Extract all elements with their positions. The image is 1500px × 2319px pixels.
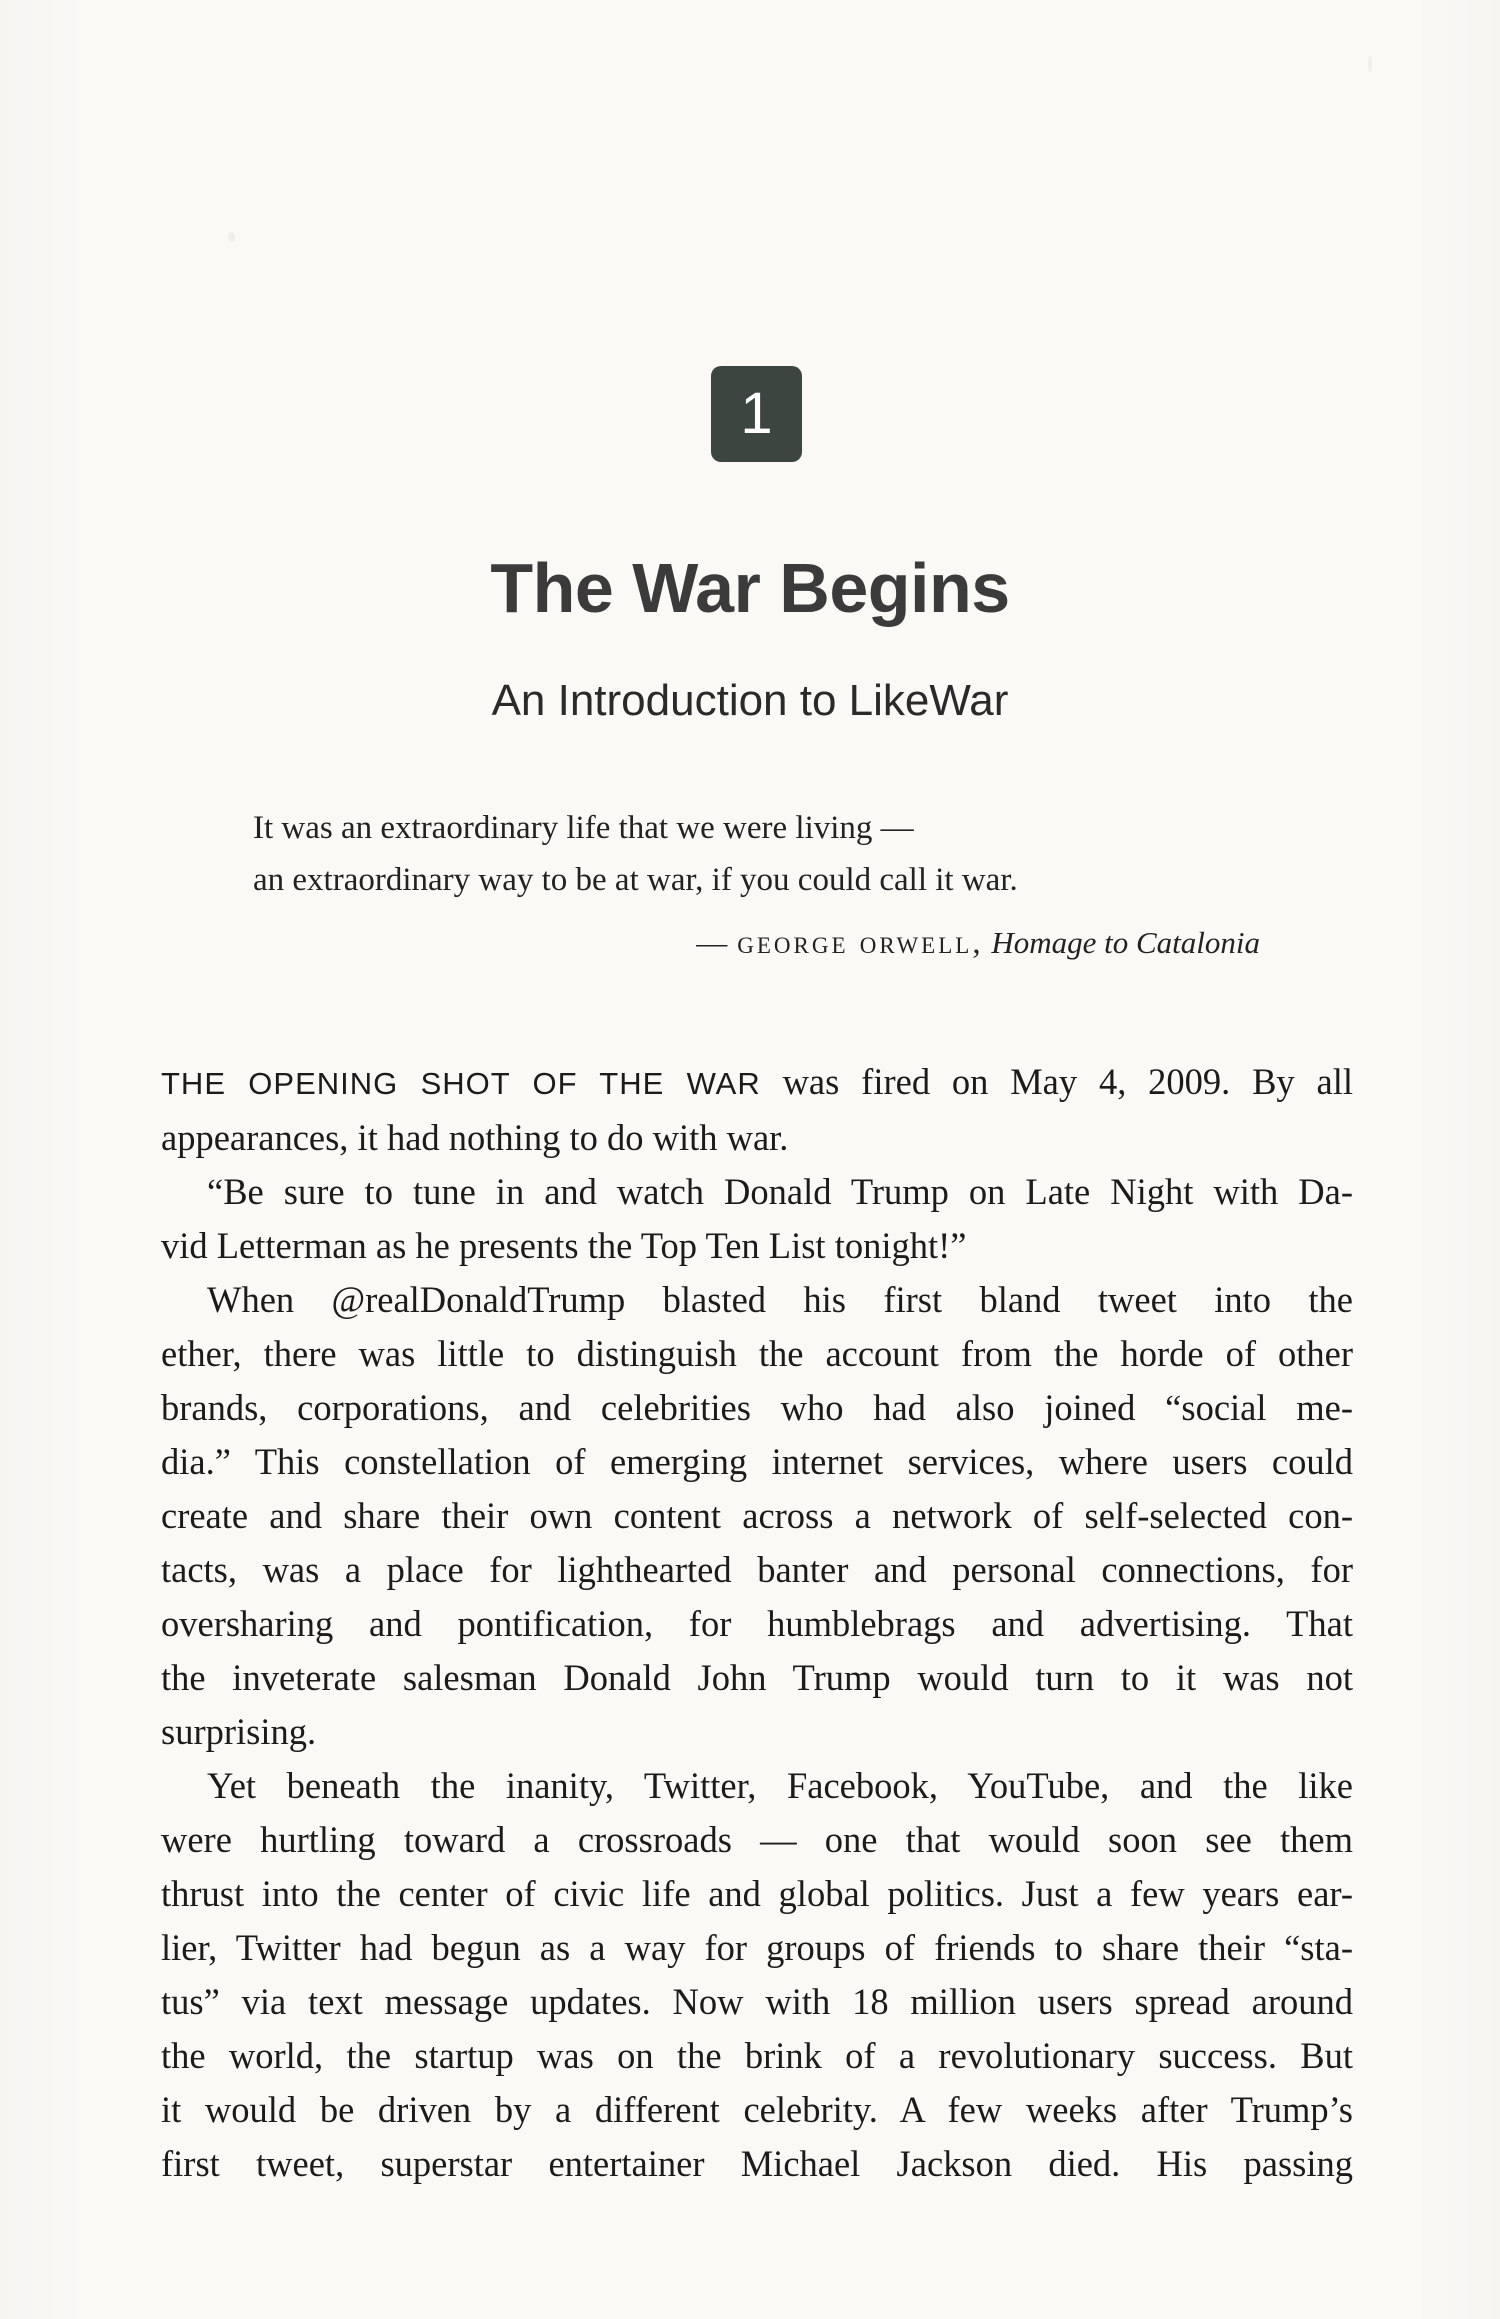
body-line: surprising. — [161, 1711, 317, 1752]
chapter-number-badge — [711, 366, 802, 462]
body-line: create and share their own content across a network of self-selected con- — [161, 1495, 1353, 1536]
attribution-dash: — — [696, 925, 728, 960]
body-line: were hurtling toward a crossroads — one that would soon see them — [161, 1819, 1353, 1860]
body-line: it would be driven by a different celebrity. A few weeks after Trump’s — [161, 2089, 1353, 2130]
lead-in: THE OPENING SHOT OF THE WAR — [161, 1066, 761, 1101]
chapter-number: 1 — [740, 381, 773, 446]
body-line: tacts, was a place for lighthearted banter and personal connections, for — [161, 1549, 1353, 1590]
epigraph-line: an extraordinary way to be at war, if you could call it war. — [253, 862, 1018, 898]
epigraph-attribution — [696, 917, 1260, 969]
body-line: thrust into the center of civic life and global politics. Just a few years ear- — [161, 1873, 1353, 1914]
body-line: brands, corporations, and celebrities who had also joined “social me- — [161, 1387, 1353, 1428]
body-line: ether, there was little to distinguish the account from the horde of other — [161, 1333, 1353, 1374]
attribution-work: Homage to Catalonia — [991, 925, 1260, 960]
body-line-text: was fired on May 4, 2009. By all — [760, 1061, 1353, 1102]
body-line: first tweet, superstar entertainer Michael Jackson died. His passing — [161, 2143, 1353, 2184]
attribution-author: george orwell, — [737, 925, 984, 961]
body-line: When @realDonaldTrump blasted his first bland tweet into the — [207, 1279, 1353, 1320]
body-line: tus” via text message updates. Now with 18 million users spread around — [161, 1981, 1353, 2022]
chapter-subtitle: An Introduction to LikeWar — [491, 676, 1009, 725]
body-line: lier, Twitter had begun as a way for groups of friends to share their “sta- — [161, 1927, 1353, 1968]
body-line: dia.” This constellation of emerging internet services, where users could — [161, 1441, 1353, 1482]
chapter-body — [161, 1055, 1353, 2191]
epigraph — [253, 802, 1273, 906]
paper-speck — [228, 232, 235, 242]
chapter-title: The War Begins — [490, 549, 1010, 627]
paper-speck — [1368, 55, 1372, 73]
body-line: Yet beneath the inanity, Twitter, Facebook, YouTube, and the like — [207, 1765, 1353, 1806]
epigraph-line: It was an extraordinary life that we were living — — [253, 810, 914, 846]
body-line: vid Letterman as he presents the Top Ten List tonight!” — [161, 1225, 967, 1266]
body-line — [161, 1055, 1353, 1111]
body-line: the inveterate salesman Donald John Trump would turn to it was not — [161, 1657, 1353, 1698]
body-line: the world, the startup was on the brink of a revolutionary success. But — [161, 2035, 1353, 2076]
body-line: “Be sure to tune in and watch Donald Trump on Late Night with Da- — [207, 1171, 1353, 1212]
body-line: appearances, it had nothing to do with war. — [161, 1117, 789, 1158]
body-line: oversharing and pontification, for humblebrags and advertising. That — [161, 1603, 1353, 1644]
